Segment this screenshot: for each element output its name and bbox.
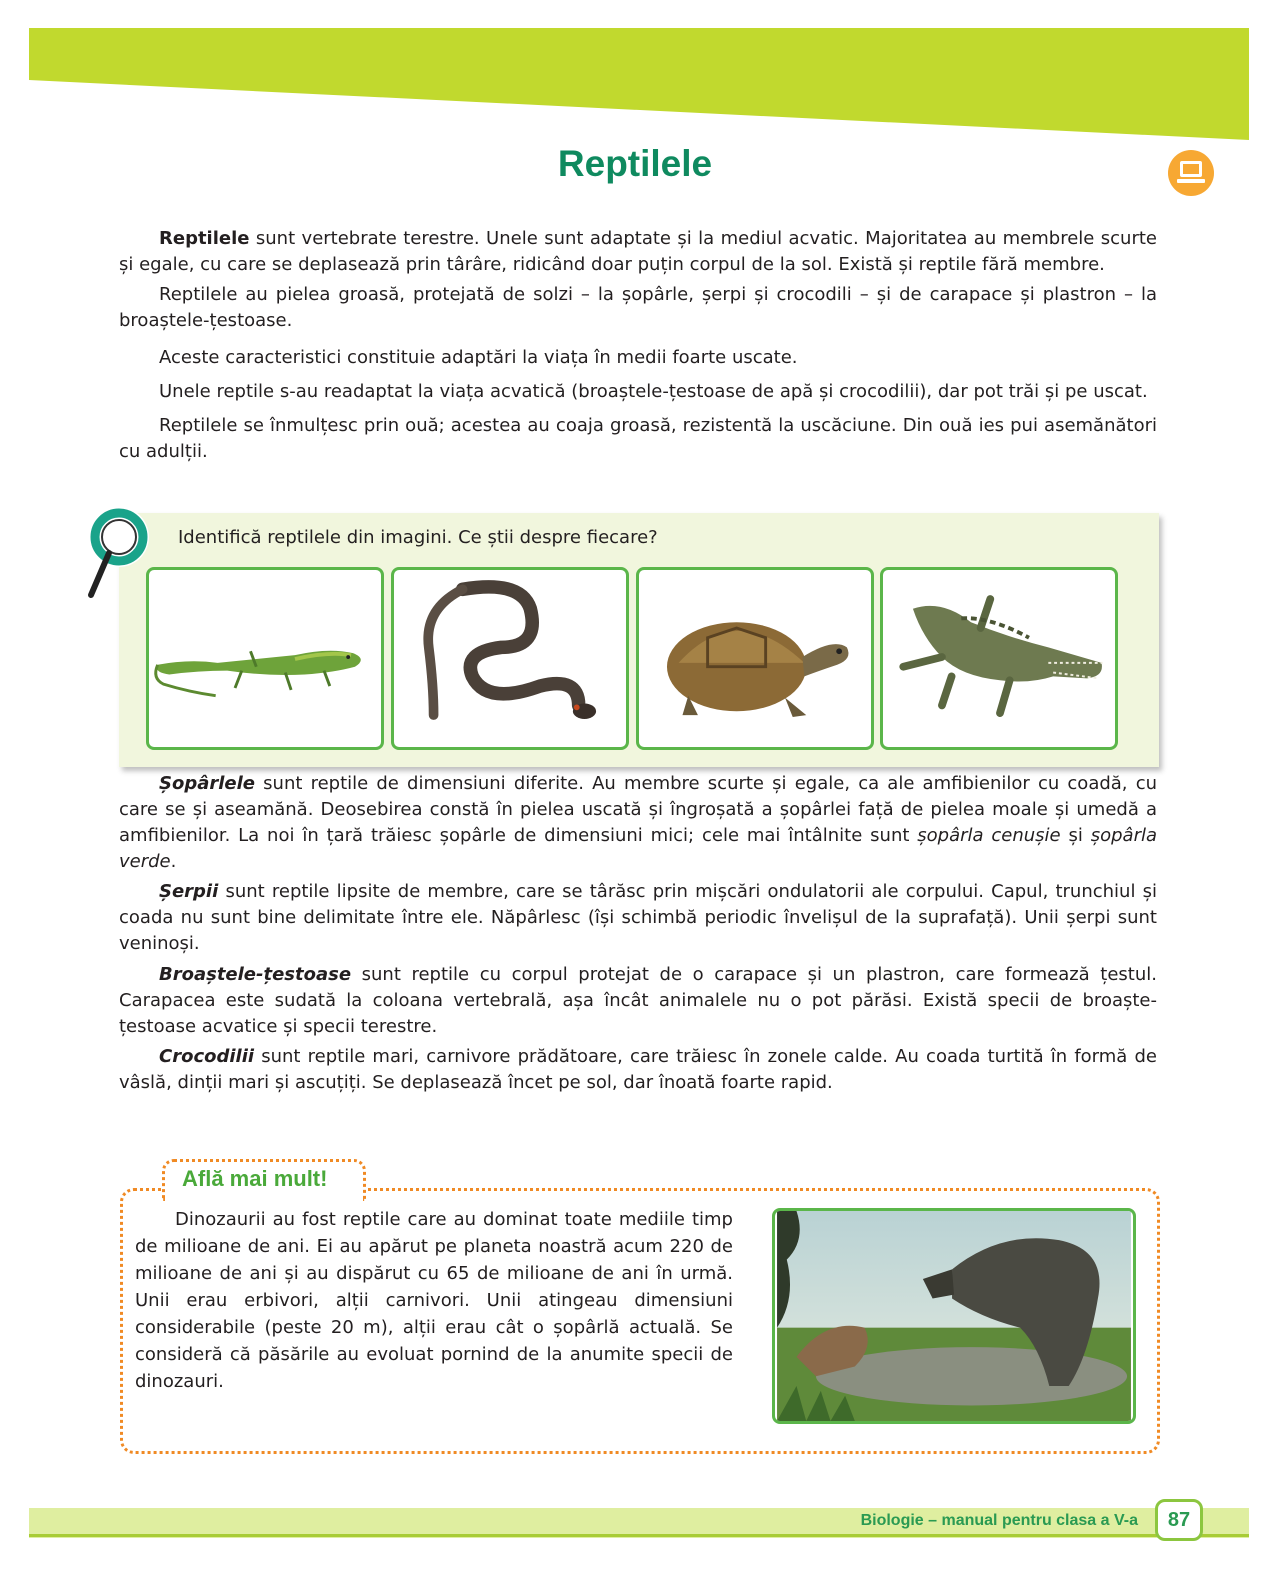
footer-line <box>29 1534 1249 1537</box>
intro-paragraph-4: Unele reptile s-au readaptat la viața acvatică (broaștele-țestoase de apă și crocodilii), dar pot trăi și pe uscat. <box>159 381 1148 402</box>
top-banner <box>0 0 1270 145</box>
intro-paragraph-5: Reptilele se înmulțesc prin ouă; acestea au coaja groasă, rezistentă la uscăciune. Din ouă ies pui asemănători cu adulții. <box>119 415 1157 462</box>
page-number: 87 <box>1155 1499 1203 1541</box>
dinosaur-photo <box>772 1208 1136 1424</box>
lizards-paragraph: Șopârlele sunt reptile de dimensiuni diferite. Au membre scurte și egale, ca ale amfibienilor cu coadă, cu care se și aseamănă. Deosebirea constă în pielea uscată și îngroșată a șopârlei față de pielea moale și umedă a amfibienilor. La noi în țară trăiesc șopârle de dimensiuni mici; cele mai întâlnite sunt șopârla cenușie și șopârla verde. <box>119 773 1157 872</box>
page-title: Reptilele <box>557 143 713 184</box>
snakes-paragraph: Șerpii sunt reptile lipsite de membre, care se târăsc prin mișcări ondulatorii ale corpului. Capul, trunchiul și coada nu sunt bine delimitate între ele. Năpârlesc (își schimbă periodic învelișul de la suprafață). Unii șerpi sunt veninoși. <box>119 881 1157 954</box>
turtle-photo <box>636 567 874 750</box>
intro-paragraph-2: Reptilele au pielea groasă, protejată de solzi – la șopârle, șerpi și crocodili – și de carapace și plastron – la broaștele-țestoase. <box>119 284 1157 331</box>
intro-paragraph-1: Reptilele sunt vertebrate terestre. Unele sunt adaptate și la mediul acvatic. Majoritatea au membrele scurte și egale, cu care se deplasează prin târâre, ridicând doar puțin corpul de la sol. Există și reptile fără membre. <box>119 228 1157 275</box>
turtles-paragraph: Broaștele-țestoase sunt reptile cu corpul protejat de o carapace și un plastron, care formează țestul. Carapacea este sudată la coloana vertebrală, așa încât animalele nu o pot părăsi. Există specii de broaște-țestoase acvatice și specii terestre. <box>119 964 1157 1037</box>
lizard-photo <box>146 567 384 750</box>
learn-more-text: Dinozaurii au fost reptile care au dominat toate mediile timp de milioane de ani. Ei au apărut pe planeta noastră acum 220 de milioane de ani și au dispărut cu 65 de milioane de ani în urmă. Unii erau erbivori, alții carnivori. Unii atingeau dimensiuni considerabile (peste 20 m), alții erau cât o șopârlă actuală. Se consideră că păsările au evoluat pornind de la anumite specii de dinozauri. <box>135 1209 733 1392</box>
learn-more-title: Află mai mult! <box>182 1166 328 1191</box>
crocodile-photo <box>880 567 1118 750</box>
intro-paragraph-3: Aceste caracteristici constituie adaptări la viața în medii foarte uscate. <box>159 347 798 368</box>
snake-photo <box>391 567 629 750</box>
digital-resource-icon[interactable] <box>1167 149 1215 197</box>
activity-question: Identifică reptilele din imagini. Ce știi despre fiecare? <box>178 527 658 548</box>
crocodiles-paragraph: Crocodilii sunt reptile mari, carnivore prădătoare, care trăiesc în zonele calde. Au coada turtită în formă de vâslă, dinții mari și ascuțiți. Se deplasează încet pe sol, dar înoată foarte rapid. <box>119 1046 1157 1093</box>
footer-text: Biologie – manual pentru clasa a V-a <box>860 1512 1138 1529</box>
